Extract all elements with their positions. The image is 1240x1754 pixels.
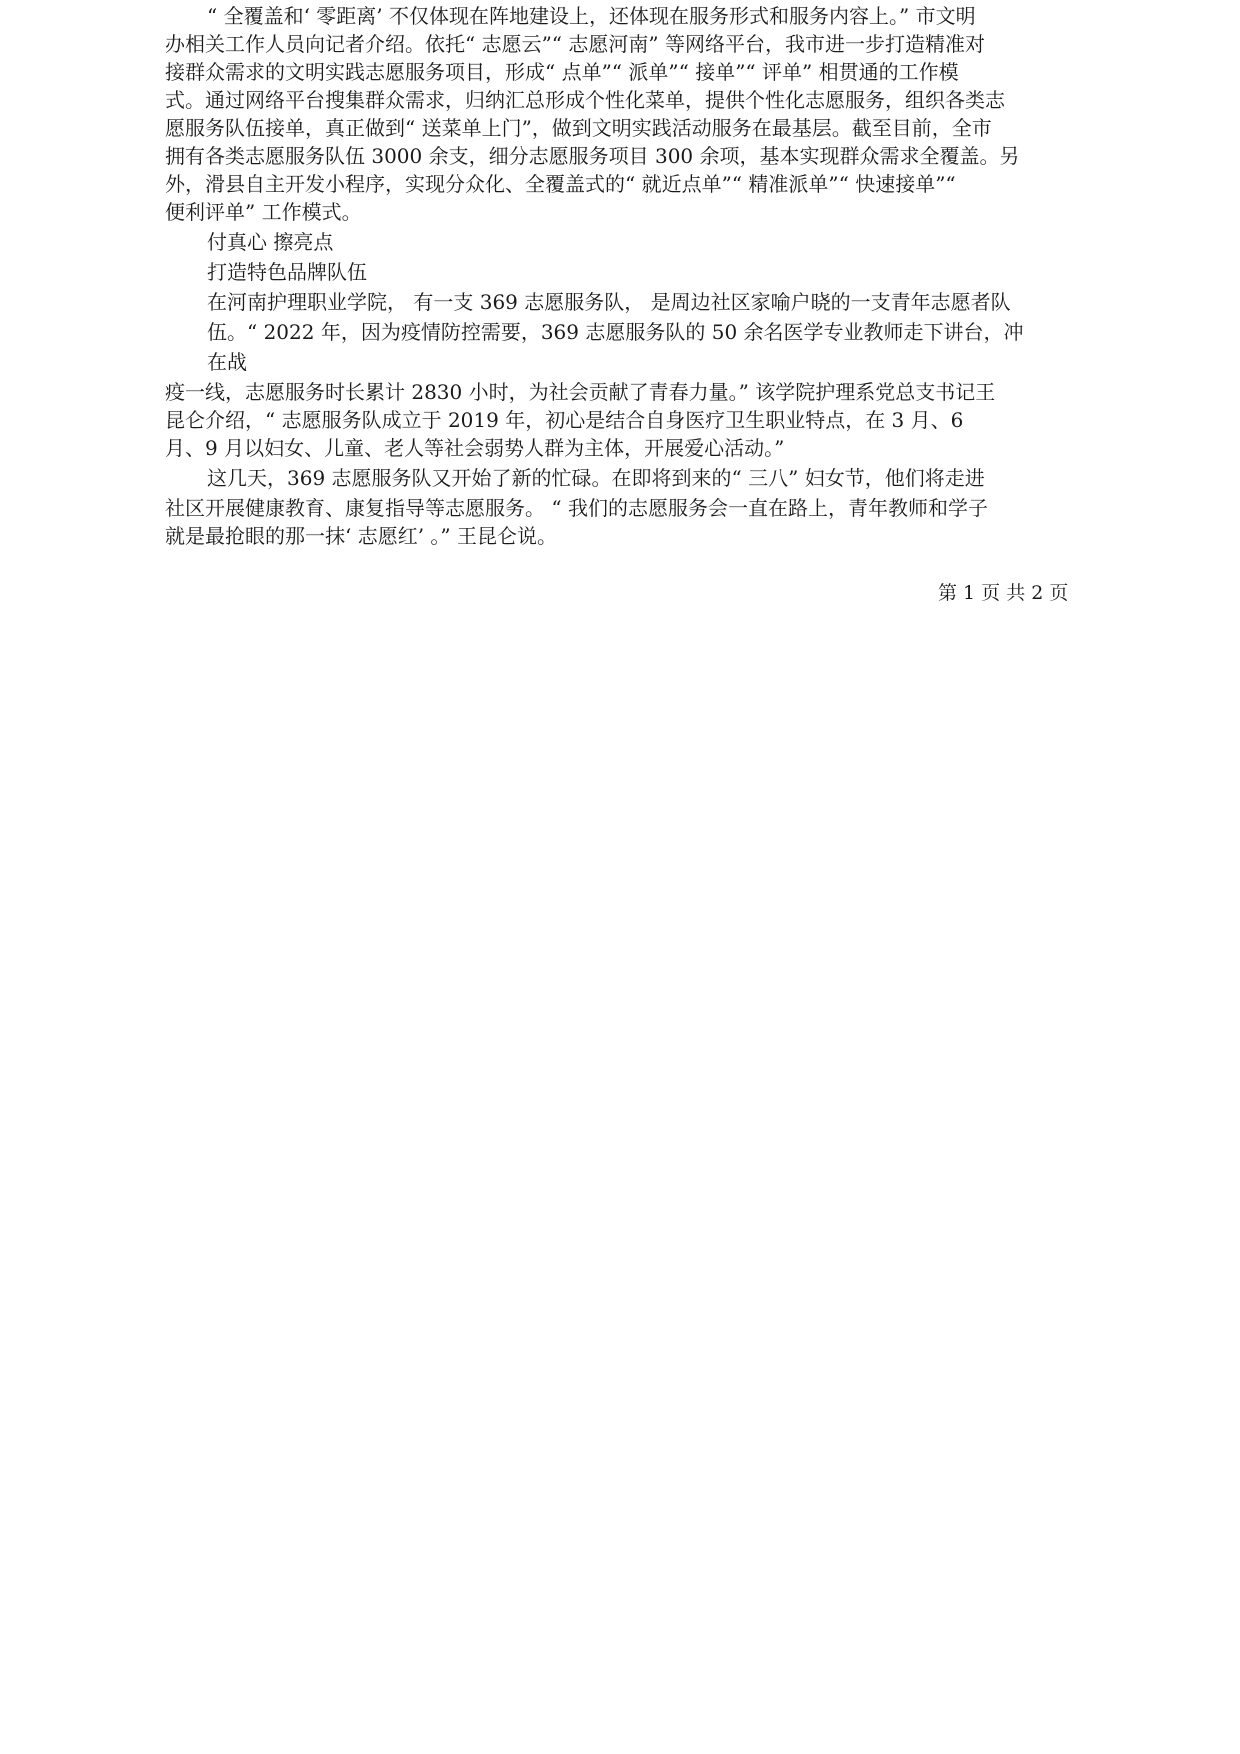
page-footer: 第 1 页 共 2 页 xyxy=(938,582,1069,604)
paragraph-line-16: 社区开展健康教育、康复指导等志愿服务。 “ 我们的志愿服务会一直在路上，青年教师和学子 xyxy=(165,496,988,520)
section-heading: 付真心 擦亮点 xyxy=(207,230,334,254)
paragraph-line-17: 就是最抢眼的那一抹‘ 志愿红’ 。” 王昆仑说。 xyxy=(165,524,558,548)
paragraph-line-11: 在战 xyxy=(207,350,247,374)
paragraph-line-12: 疫一线，志愿服务时长累计 2830 小时，为社会贡献了青春力量。” 该学院护理系党总支书记王 xyxy=(165,380,996,404)
paragraph-line-2: 办相关工作人员向记者介绍。依托“ 志愿云”“ 志愿河南” 等网络平台，我市进一步打造精准对 xyxy=(165,32,985,56)
paragraph-line-5: 愿服务队伍接单，真正做到“ 送菜单上门”，做到文明实践活动服务在最基层。截至目前，全市 xyxy=(165,116,992,140)
section-subheading: 打造特色品牌队伍 xyxy=(207,260,367,284)
paragraph-line-6: 拥有各类志愿服务队伍 3000 余支，细分志愿服务项目 300 余项，基本实现群众需求全覆盖。另 xyxy=(165,144,1020,168)
paragraph-line-7: 外，滑县自主开发小程序，实现分众化、全覆盖式的“ 就近点单”“ 精准派单”“ 快速接单”“ xyxy=(165,172,956,196)
paragraph-line-15: 这几天，369 志愿服务队又开始了新的忙碌。在即将到来的“ 三八” 妇女节，他们将走进 xyxy=(207,466,985,490)
paragraph-line-13: 昆仑介绍，“ 志愿服务队成立于 2019 年，初心是结合自身医疗卫生职业特点，在 3 月、6 xyxy=(165,408,964,432)
paragraph-line-14: 月、9 月以妇女、儿童、老人等社会弱势人群为主体，开展爱心活动。” xyxy=(165,436,785,460)
paragraph-line-4: 式。通过网络平台搜集群众需求，归纳汇总形成个性化菜单，提供个性化志愿服务，组织各类志 xyxy=(165,88,1005,112)
paragraph-line-8: 便利评单” 工作模式。 xyxy=(165,200,362,224)
paragraph-line-3: 接群众需求的文明实践志愿服务项目，形成“ 点单”“ 派单”“ 接单”“ 评单” 相贯通的工作模 xyxy=(165,60,959,84)
paragraph-line-1: “ 全覆盖和‘ 零距离’ 不仅体现在阵地建设上，还体现在服务形式和服务内容上。” 市文明 xyxy=(207,4,976,28)
paragraph-line-9: 在河南护理职业学院， 有一支 369 志愿服务队， 是周边社区家喻户晓的一支青年志愿者队 xyxy=(207,290,1011,314)
paragraph-line-10: 伍。“ 2022 年，因为疫情防控需要，369 志愿服务队的 50 余名医学专业教师走下讲台，冲 xyxy=(207,320,1024,344)
